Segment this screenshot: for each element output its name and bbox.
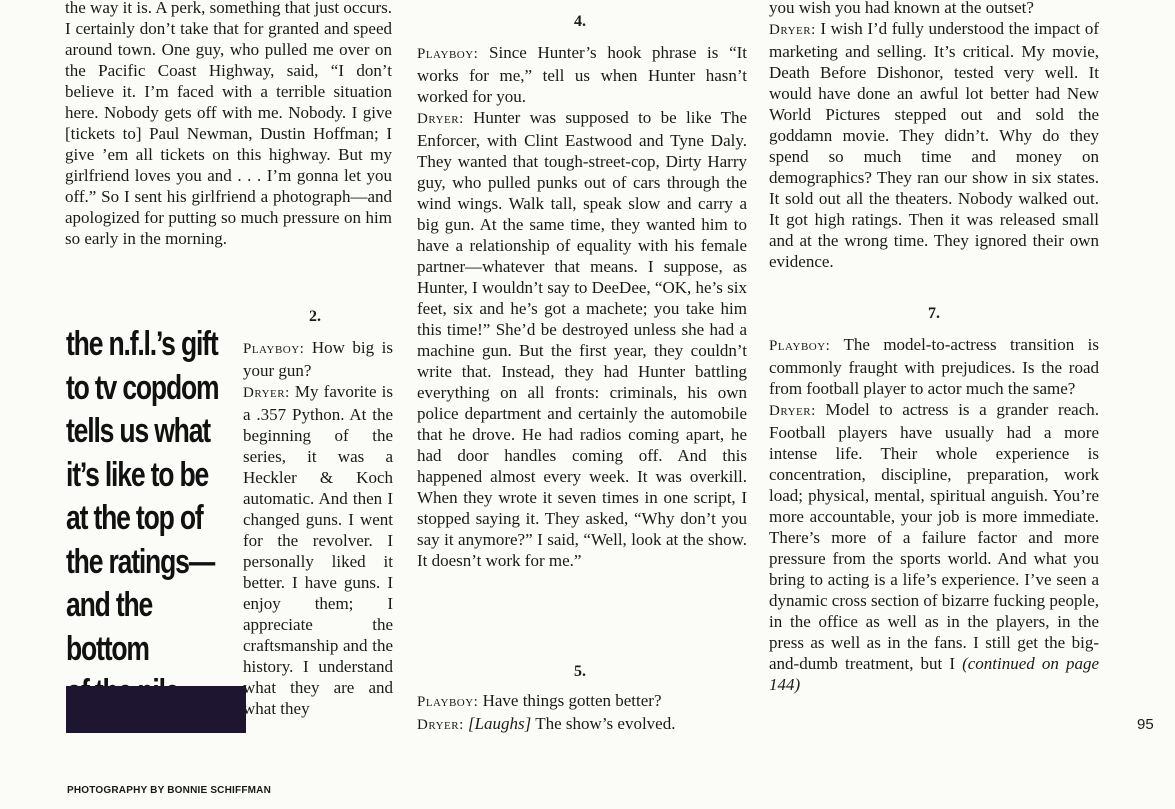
answer-label: Dryer: [417,111,464,127]
pull-quote-line: tells us what [66,412,210,450]
question-label: Playboy: [769,338,831,354]
answer-text: The show’s evolved. [535,714,676,733]
photo-block [66,686,246,733]
section-7-number: 7. [928,305,940,322]
answer-label: Dryer: [417,717,464,733]
question-label: Playboy: [417,694,479,710]
col1-paragraph: the way it is. A perk, something that just occurs. I certainly don’t take that for granted and speed around town. One guy, who pulled me over on the Pacific Coast Highway, said, “I don’t believe it. I’m faced with a terrible situation here. Nobody gets off with me. Nobody. I give [tickets to] Paul Newman, Dustin Hoffman; I give ’em all tickets on this highway. But my girlfriend loves you and . . . I’m gonna let you off.” So I sent his girlfriend a photograph—and apologized for putting so much pressure on him so early in the morning. [65,0,392,248]
question-text: The model-to-actress transition is commonly fraught with prejudices. Is the road from football player to actor much the same? [769,335,1099,398]
answer-text: My favorite is a .357 Python. At the beginning of the series, it was a Heckler & Koch automatic. And then I changed guns. I went for the revolver. I personally liked it better. I have guns. I enjoy them; I appreciate the craftsmanship and the history. I understand what they are and what they [243,382,393,718]
section-2-text [243,337,393,719]
pull-quote-line: and the bottom [66,586,153,668]
column-1-text [65,0,392,249]
answer-text: Hunter was supposed to be like The Enforcer, with Clint Eastwood and Tyne Daly. They wanted that tough-street-cop, Dirty Harry guy, who pulled punks out of cars through the wind wings. Walk tall, speak slow and carry a big gun. At the same time, they wanted him to have a relationship of equality with his female partner—whatever that means. I suppose, as Hunter, I wouldn’t say to DeeDee, “OK, he’s six feet, six and he’s got a machete; you take him this time!” She’d be destroyed unless she had a machine gun. But the first year, they couldn’t write that. Instead, they had Hunter battling everything on all fronts: criminals, his own police department and certainly the automobile that he drove. He had radios coming apart, he had door handles coming off. And this happened almost every week. It was overkill. When they wrote it seven times in one script, I stopped saying it. They asked, “Why don’t you say it anymore?” I said, “Well, look at the show. It doesn’t work for me.” [417,108,748,570]
answer-text: I wish I’d fully understood the impact of marketing and selling. It’s critical. My movie, Death Before Dishonor, tested very well. It would have done an awful lot better had New World Pictures stepped out and sold the goddamn movie. They didn’t. Why do they spend so much time and money on demographics? They ran our show in six states. It sold out all the theaters. Nobody walked out. It got high ratings. Then it was released small and at the wrong time. They ignored their own evidence. [769,19,1099,271]
pull-quote-line: it’s like to be [66,455,209,494]
answer-stage-direction: [Laughs] [467,714,532,733]
section-7-text [769,334,1099,695]
column-4-top-text [769,0,1099,272]
answer-label: Dryer: [769,22,816,38]
pull-quote-line: the n.f.l.’s gift [66,325,218,363]
answer-label: Dryer: [769,403,816,419]
answer-text: Model to actress is a grander reach. Football players have usually had a more intense life. Their whole experience is concentration, discipline, preparation, work load; physical, mental, spiritual anguish. You’re more accountable, your job is more immediate. There’s more of a failure factor and more pressure from the sports world. And what you bring to acting is a life’s experience. I’ve seen a dynamic cross section of bizarre fucking people, in the office as well as in the players, in the press as well as in the fans. I still get the big-and-dumb treatment, but I [769,400,1099,673]
section-5-number: 5. [574,663,586,680]
section-4-number: 4. [574,13,586,30]
continued-note: (continued on page 144) [769,654,1099,694]
question-text: How big is your gun? [243,338,393,380]
pull-quote-line: at the top of [66,499,203,537]
question-label: Playboy: [243,341,305,357]
question-tail: you wish you had known at the outset? [769,0,1034,17]
question-text: Since Hunter’s hook phrase is “It works for me,” tell us when Hunter hasn’t worked for you. [417,43,747,106]
answer-label: Dryer: [243,385,290,401]
pull-quote-line: the ratings— [66,542,215,581]
pull-quote [66,323,234,715]
photo-credit: PHOTOGRAPHY BY BONNIE SCHIFFMAN [67,785,271,796]
question-text: Have things gotten better? [482,691,662,710]
pull-quote-line: to tv copdom [66,368,219,407]
page-number: 95 [1137,716,1154,733]
section-2-number: 2. [309,308,321,325]
question-label: Playboy: [417,46,479,62]
section-4-text [417,42,747,571]
section-5-text [417,690,747,736]
